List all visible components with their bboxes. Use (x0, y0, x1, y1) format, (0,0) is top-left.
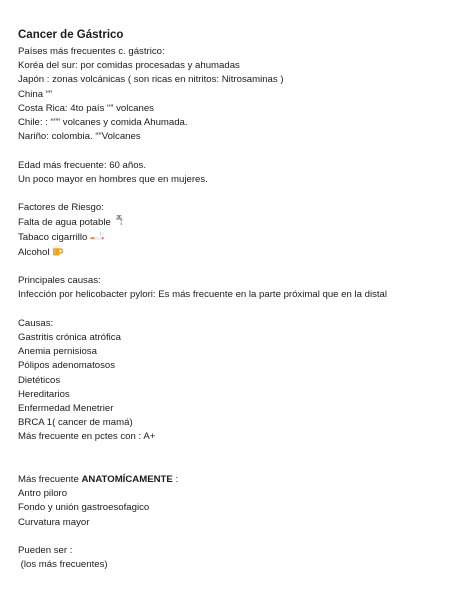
factor-item (18, 231, 456, 245)
blank-line (18, 187, 456, 201)
causa-item: BRCA 1( cancer de mamá) (18, 417, 133, 429)
factor-item (18, 245, 456, 260)
anatomica-heading-bold: ANATOMÍCAMENTE (81, 474, 173, 486)
blank-line (18, 144, 456, 158)
note-title: Cancer de Gástrico (18, 29, 124, 41)
anatomica-heading-suffix: : (172, 474, 179, 486)
blank-line (18, 303, 456, 317)
beer-mug-icon (52, 245, 63, 256)
principales-text: Infección por helicobacter pylori: Es más frecuente en la parte próximal que en la distal (18, 289, 388, 301)
cigarette-icon (90, 231, 104, 241)
anatomica-heading (18, 473, 456, 487)
causas-heading: Causas: (18, 317, 54, 329)
causa-item: Más frecuente en pctes con : A+ (18, 431, 156, 443)
blank-line (18, 260, 456, 274)
factores-heading: Factores de Riesgo: (18, 202, 104, 214)
blank-line (18, 530, 456, 544)
factor-text: Falta de agua potable (18, 217, 111, 229)
blank-line (18, 445, 456, 473)
causa-item: Enfermedad Menetrier (18, 403, 114, 415)
paises-item: Nariño: colombia. “”Volcanes (18, 131, 141, 143)
anatomica-heading-prefix: Más frecuente (18, 474, 82, 486)
causa-item: Pólipos adenomatosos (18, 360, 116, 372)
paises-item: Koréa del sur: por comidas procesadas y ahumadas (18, 60, 240, 72)
pueden-note: (los más frecuentes) (18, 559, 108, 571)
anatomica-item: Fondo y unión gastroesofagico (18, 502, 150, 514)
paises-item: Chile: : “”” volcanes y comida Ahumada. (18, 117, 188, 129)
water-tap-icon (114, 215, 124, 226)
causa-item: Gastritis crónica atrófica (18, 332, 121, 343)
anatomica-item: Antro piloro (18, 488, 68, 500)
paises-item: Costa Rica: 4to país “” volcanes (18, 102, 154, 114)
causa-item: Hereditarios (18, 388, 70, 400)
causa-item: Dietéticos (18, 374, 61, 386)
factor-item (18, 215, 456, 230)
principales-heading: Principales causas: (18, 275, 101, 287)
factor-text: Tabaco cigarrillo (18, 231, 88, 243)
paises-heading: Países más frecuentes c. gástrico: (18, 46, 165, 57)
paises-item: China “” (18, 88, 53, 100)
anatomica-item: Curvatura mayor (18, 516, 90, 528)
edad-line: Edad más frecuente: 60 años. (18, 159, 146, 171)
causa-item: Anemia pernisiosa (18, 346, 97, 358)
factor-text: Alcohol (18, 246, 50, 258)
edad-line: Un poco mayor en hombres que en mujeres. (18, 173, 208, 185)
paises-item: Japón : zonas volcánicas ( son ricas en nitritos: Nitrosaminas ) (18, 74, 284, 86)
pueden-heading: Pueden ser : (18, 545, 73, 557)
